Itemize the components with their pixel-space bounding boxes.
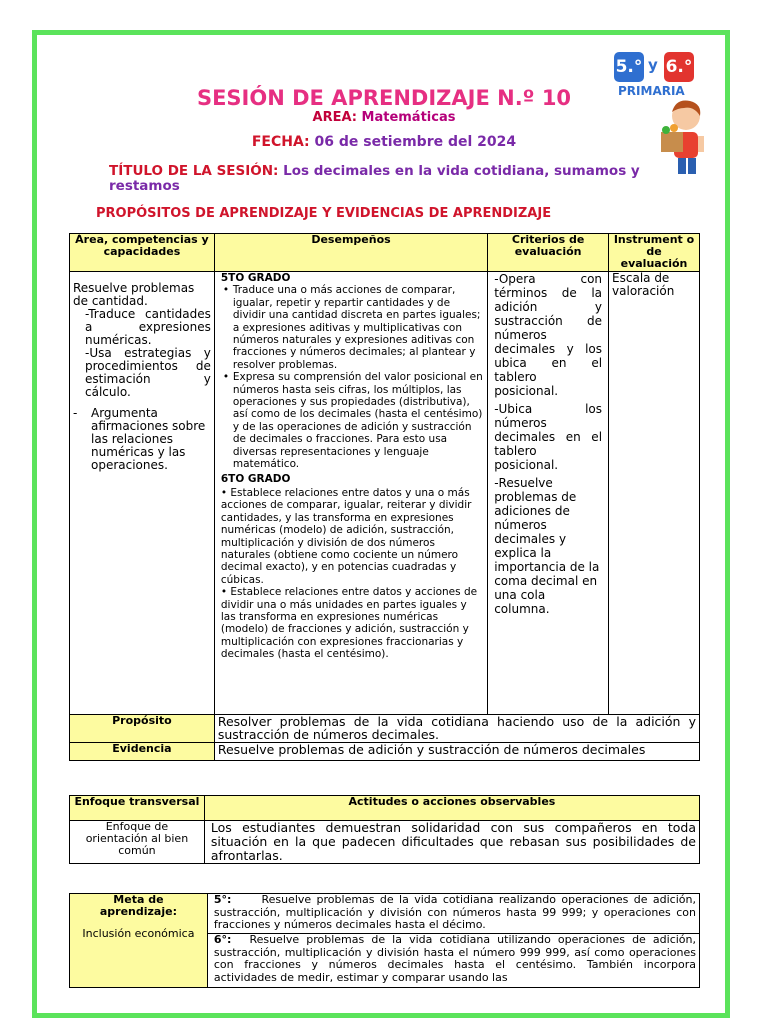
evidencia-label: Evidencia bbox=[70, 743, 215, 761]
grade6-title: 6TO GRADO bbox=[220, 472, 291, 485]
date-label: FECHA: bbox=[251, 134, 310, 150]
purposes-table bbox=[69, 233, 700, 761]
grade5-list bbox=[221, 284, 484, 470]
criterion-3: -Resuelve problemas de adiciones de números decimales y explica la importancia de la coma decimal en una cola columna. bbox=[494, 476, 600, 616]
grade6-badge: 6.° bbox=[664, 52, 694, 82]
goal-grade6-label: 6°: bbox=[213, 934, 232, 946]
session-title-value: Los decimales en la vida cotidiana, sumamos y restamos bbox=[109, 163, 640, 194]
goal-grade5 bbox=[207, 894, 699, 934]
capacity-3: Argumenta afirmaciones sobre las relaciones numéricas y las operaciones. bbox=[91, 406, 206, 472]
page-title: SESIÓN DE APRENDIZAJE N.º 10 bbox=[196, 86, 572, 110]
criterion-2: -Ubica los números decimales en el tablero posicional. bbox=[494, 402, 603, 472]
evidencia-text: Resuelve problemas de adición y sustracción de números decimales bbox=[214, 743, 699, 761]
capacity-1: -Traduce cantidades a expresiones numéricas. bbox=[85, 307, 211, 347]
learning-goal-table bbox=[69, 893, 700, 988]
meta-sub: Inclusión económica bbox=[82, 927, 195, 940]
goal-grade6-text: Resuelve problemas de la vida cotidiana utilizando operaciones de adición, sustracción, multiplicación y división hasta el número 999 999, así como operaciones con fracciones y números decimales hasta el centésimo. También incorpora actividades de medir, estimar y comparar usando las bbox=[213, 934, 696, 984]
header-instrumento: Instrument o de evaluación bbox=[609, 234, 700, 272]
area-line bbox=[0, 110, 768, 125]
enfoque-cell: Enfoque de orientación al bien común bbox=[70, 821, 205, 864]
criterion-1: -Opera con términos de la adición y sustracción de números decimales y los ubica en el tablero posicional. bbox=[494, 272, 603, 398]
desempenos-cell bbox=[214, 272, 487, 715]
purposes-heading: PROPÓSITOS DE APRENDIZAJE Y EVIDENCIAS DE APRENDIZAJE bbox=[96, 206, 552, 221]
session-title bbox=[109, 164, 669, 194]
header-area: Área, competencias y capacidades bbox=[70, 234, 215, 272]
header-actitudes: Actitudes o acciones observables bbox=[204, 796, 699, 821]
grade6-item: • Establece relaciones entre datos y una o más acciones de comparar, igualar, reiterar y dividir cantidades, y las transforma en expresiones numéricas (modelo) de adición, sustracción, multiplicación y división de dos números naturales (obtiene como cociente un número decimal exacto), y en potencias cuadradas y cúbicas. bbox=[220, 486, 472, 586]
proposito-text: Resolver problemas de la vida cotidiana haciendo uso de la adición y sustracción de números decimales. bbox=[214, 715, 699, 743]
grade5-item: • Expresa su comprensión del valor posicional en números hasta seis cifras, los múltiplos, las operaciones y sus propiedades (distributiva), así como de los decimales (hasta el centésimo) y de las operaciones de adición y sustracción de decimales o fracciones. Para esto usa diversas representaciones y lenguaje matemático. bbox=[233, 371, 484, 470]
area-value: Matemáticas bbox=[361, 110, 456, 125]
meta-cell bbox=[70, 894, 208, 988]
grade6-item: • Establece relaciones entre datos y acciones de dividir una o más unidades en partes iguales y las transforma en expresiones numéricas (modelo) de fracciones y adición, sustracción y multiplicación con expresiones fraccionarias y decimales (hasta el centésimo). bbox=[220, 586, 478, 661]
header-enfoque: Enfoque transversal bbox=[70, 796, 205, 821]
area-label: AREA: bbox=[312, 110, 357, 125]
instrumento-cell: Escala de valoración bbox=[609, 272, 700, 715]
goal-grade5-label: 5°: bbox=[213, 893, 232, 906]
area-intro: Resuelve problemas de cantidad. bbox=[73, 281, 195, 308]
header-desempenos: Desempeños bbox=[214, 234, 487, 272]
meta-label: Meta de aprendizaje: bbox=[99, 893, 177, 918]
goal-grade6-content bbox=[214, 934, 696, 984]
area-cell bbox=[70, 272, 215, 715]
date-line bbox=[0, 134, 768, 150]
capacity-2: -Usa estrategias y procedimientos de estimación y cálculo. bbox=[85, 346, 211, 399]
proposito-label: Propósito bbox=[70, 715, 215, 743]
session-title-label: TÍTULO DE LA SESIÓN: bbox=[109, 163, 279, 179]
grade5-title: 5TO GRADO bbox=[220, 272, 291, 284]
criterios-cell bbox=[488, 272, 609, 715]
transversal-table bbox=[69, 795, 700, 864]
goal-grade6 bbox=[207, 934, 699, 988]
date-value: 06 de setiembre del 2024 bbox=[314, 134, 517, 150]
grade5-badge: 5.° bbox=[614, 52, 644, 82]
actitud-cell: Los estudiantes demuestran solidaridad con sus compañeros en toda situación en la que padecen dificultades que rebasan sus posibilidades de afrontarlas. bbox=[204, 821, 699, 864]
level-label: PRIMARIA bbox=[618, 84, 685, 98]
logo-conjunction: y bbox=[648, 56, 658, 74]
grade5-item: • Traduce una o más acciones de comparar, igualar, repetir y repartir cantidades y de dividir una cantidad discreta en partes iguales; a expresiones aditivas y multiplicativas con números naturales y expresiones aditivas con fracciones y números decimales; al plantear y resolver problemas. bbox=[233, 284, 484, 371]
goal-grade5-text: Resuelve problemas de la vida cotidiana realizando operaciones de adición, sustracción, multiplicación y división con números hasta 99 999; y operaciones con fracciones y números decimales hasta el décimo. bbox=[213, 893, 696, 931]
capacity-3-row: - Argumenta afirmaciones sobre las relaciones numéricas y las operaciones. bbox=[73, 407, 211, 472]
header-criterios: Criterios de evaluación bbox=[488, 234, 609, 272]
